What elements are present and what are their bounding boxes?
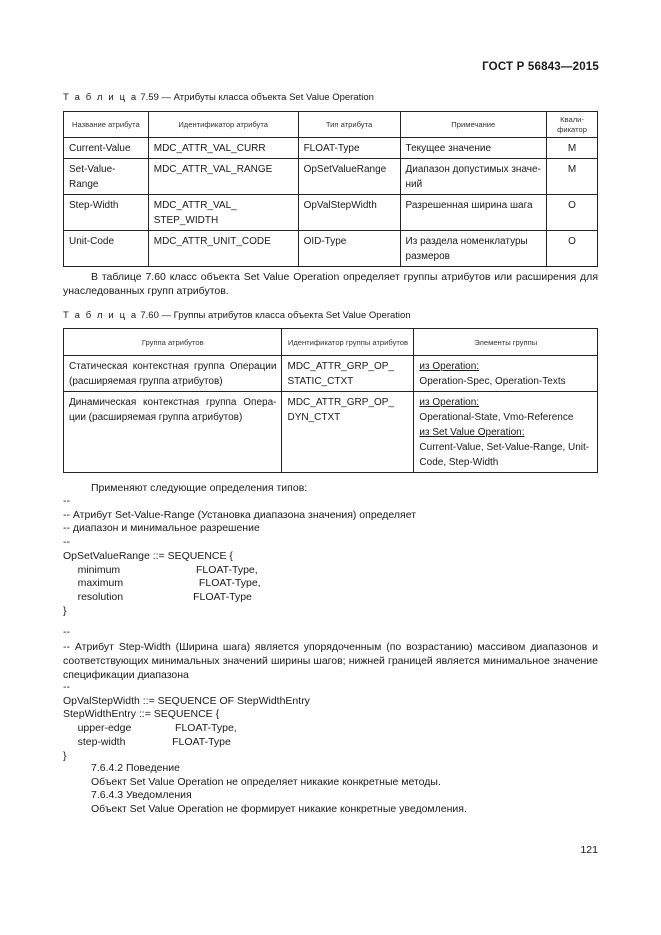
table-header-row [64,112,598,138]
code-block-set-value-range: -- -- Атрибут Set-Value-Range (Установка диапазона значения) определяет -- диапазон и минимальное разрешение -- OpSetValueRange ::= SEQUENCE { minimum FLOAT-Type, maximum FLOAT-Type, resolution FLOAT-Type } [63,495,417,617]
group-name: Статическая контекстная группа Операции (расширяемая группа атрибутов) [64,356,282,392]
header-cell: Квали-фикатор [547,112,598,138]
attr-type: OpValStepWidth [298,195,400,231]
group-elements [414,356,598,392]
attr-qualifier: M [547,138,598,159]
header-cell: Идентификатор атрибута [148,112,298,138]
header-cell: Тип атрибута [298,112,400,138]
table-60 [63,328,598,473]
attr-note: Из раздела номенклатуры размеров [400,231,547,267]
attr-id: MDC_ATTR_UNIT_CODE [148,231,298,267]
table-row [64,356,598,392]
paragraph-table-intro: В таблице 7.60 класс объекта Set Value Operation определяет группы атрибутов или расширения для унаследованных групп атрибутов. [63,271,598,297]
table-59 [63,111,598,267]
table-header-row [64,329,598,356]
element-list: Operational-State, Vmo-Reference [419,412,574,423]
element-list: Operation-Spec, Operation-Texts [419,376,566,387]
attr-id: MDC_ATTR_VAL_ STEP_WIDTH [148,195,298,231]
source-class: из Set Value Operation: [419,427,525,438]
header-cell: Элементы группы [414,329,598,356]
attr-qualifier: O [547,195,598,231]
code-block-step-width: -- OpValStepWidth ::= SEQUENCE OF StepWidthEntry StepWidthEntry ::= SEQUENCE { upper-edge FLOAT-Type, step-width FLOAT-Type } [63,681,310,762]
table-row [64,392,598,473]
table-row [64,195,598,231]
header-cell: Группа атрибутов [64,329,282,356]
group-id: MDC_ATTR_GRP_OP_ STATIC_CTXT [282,356,414,392]
attr-qualifier: O [547,231,598,267]
caption-text: 7.60 — Группы атрибутов класса объекта Set Value Operation [137,310,411,321]
attr-note: Разрешенная ширина шага [400,195,547,231]
table-row [64,159,598,195]
attr-name: Current-Value [64,138,149,159]
header-cell: Название атрибута [64,112,149,138]
attr-name: Unit-Code [64,231,149,267]
caption-text: 7.59 — Атрибуты класса объекта Set Value Operation [137,92,374,103]
attr-type: OpSetValueRange [298,159,400,195]
caption-prefix: Т а б л и ц а [63,310,138,321]
code-comment-step-width: -- Атрибут Step-Width (Ширина шага) является упорядоченным (по возрастанию) массивом диапазонов и соответствующих минимальных значений ширины шагов; нижней границей является минимальное значение спецификации диапазона [63,641,598,681]
group-id: MDC_ATTR_GRP_OP_ DYN_CTXT [282,392,414,473]
caption-prefix: Т а б л и ц а [63,92,138,103]
table-59-caption [63,92,374,103]
attr-qualifier: M [547,159,598,195]
attr-id: MDC_ATTR_VAL_CURR [148,138,298,159]
table-row [64,231,598,267]
header-cell: Идентификатор группы атрибутов [282,329,414,356]
table-row [64,138,598,159]
attr-note: Диапазон допустимых значе-ний [400,159,547,195]
source-class: из Operation: [419,397,480,408]
attr-id: MDC_ATTR_VAL_RANGE [148,159,298,195]
header-cell: Примечание [400,112,547,138]
group-name: Динамическая контекстная группа Опера-ции (расширяемая группа атрибутов) [64,392,282,473]
element-list: Current-Value, Set-Value-Range, Unit-Code, Step-Width [419,442,590,468]
attr-name: Step-Width [64,195,149,231]
table-60-caption [63,310,411,321]
page-number: 121 [580,844,598,856]
section-text-notifications: Объект Set Value Operation не формирует никакие конкретные уведомления. [91,803,467,815]
source-class: из Operation: [419,361,480,372]
attr-type: OID-Type [298,231,400,267]
document-id: ГОСТ Р 56843—2015 [482,61,599,73]
section-text-behavior: Объект Set Value Operation не определяет никакие конкретные методы. [91,776,441,788]
attr-note: Текущее значение [400,138,547,159]
group-elements [414,392,598,473]
attr-name: Set-Value-Range [64,159,149,195]
paragraph-type-defs: Применяют следующие определения типов: [91,482,308,494]
section-title-notifications: 7.6.4.3 Уведомления [91,789,192,801]
section-title-behavior: 7.6.4.2 Поведение [91,762,180,774]
attr-type: FLOAT-Type [298,138,400,159]
code-comment: -- [63,626,70,638]
